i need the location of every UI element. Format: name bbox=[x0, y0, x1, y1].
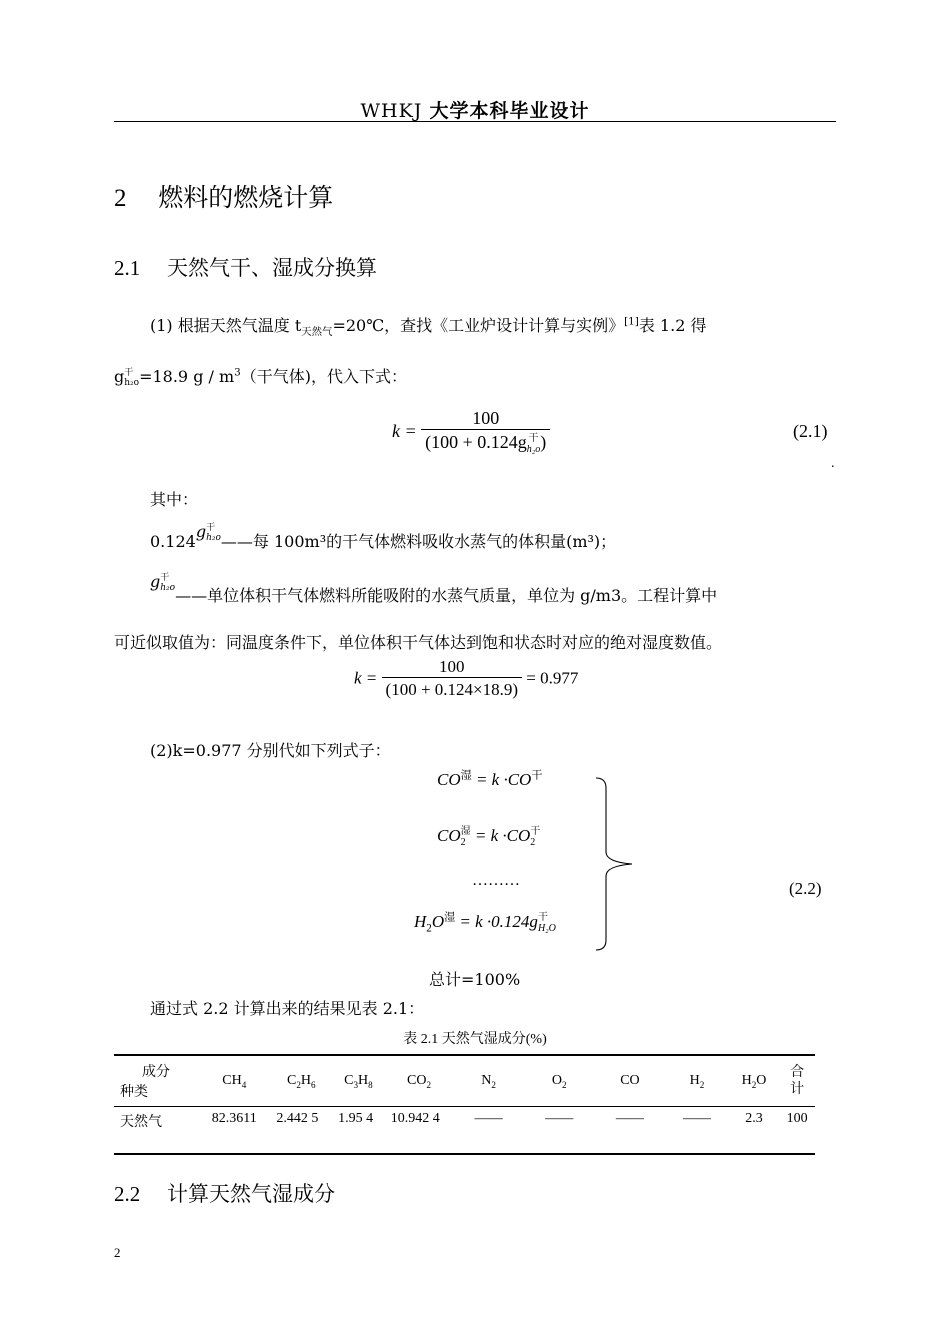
cell-co: —— bbox=[615, 1111, 644, 1126]
para1-temp-sub: 天然气 bbox=[301, 326, 333, 339]
h2-sub: 3 bbox=[353, 1079, 359, 1090]
eq22-l1-a-sup: 湿 bbox=[460, 769, 472, 782]
subsection-heading-1 bbox=[114, 252, 377, 282]
cell-h2o: 2.3 bbox=[745, 1111, 763, 1126]
eq21-den-main: (100 + 0.124g bbox=[425, 432, 527, 452]
eq21-fraction bbox=[421, 408, 550, 455]
eq22-line-4 bbox=[414, 912, 556, 934]
eq21-lhs: k = bbox=[392, 420, 417, 441]
col-header-h2o bbox=[729, 1055, 780, 1107]
corner-top-label: 成分 bbox=[142, 1065, 170, 1080]
eq22-l1-mid: = k ·CO bbox=[471, 770, 532, 789]
h8-sub: 2 bbox=[751, 1079, 757, 1090]
paragraph-1-line-2 bbox=[114, 364, 407, 388]
h8-base: H bbox=[741, 1073, 752, 1088]
eq21-den-sup: 干 bbox=[528, 432, 539, 444]
header-cjk: 大学本科毕业设计 bbox=[429, 100, 590, 122]
section-heading bbox=[114, 178, 333, 214]
col-header-total bbox=[779, 1055, 815, 1107]
eq21-denominator bbox=[421, 429, 550, 455]
h7-base: H bbox=[689, 1073, 700, 1088]
para1-value: =18.9 g / m bbox=[139, 367, 235, 386]
eq22-l2-a-sup: 湿 bbox=[460, 826, 471, 838]
h5-sub: 2 bbox=[562, 1079, 567, 1090]
header-rule bbox=[114, 121, 836, 122]
cell-n2: —— bbox=[474, 1111, 503, 1126]
col-header-h2 bbox=[665, 1055, 728, 1107]
eqk-lhs: k = bbox=[354, 668, 378, 688]
subsection-title: 天然气干、湿成分换算 bbox=[166, 256, 377, 280]
section-number: 2 bbox=[114, 185, 127, 212]
eq21-den-sub: h₂o bbox=[526, 443, 541, 455]
table-corner-cell bbox=[114, 1055, 198, 1107]
eq22-l2-mid: = k ·CO bbox=[470, 826, 531, 845]
def1-sub: h₂o bbox=[206, 532, 221, 543]
page-number: 2 bbox=[114, 1245, 121, 1260]
def2-sub: h₂o bbox=[160, 582, 176, 593]
eqk-numerator: 100 bbox=[439, 657, 465, 676]
col-header-co bbox=[595, 1055, 666, 1107]
paragraph-3: 通过式 2.2 计算出来的结果见表 2.1： bbox=[150, 999, 425, 1018]
eqk-rhs: = 0.977 bbox=[526, 668, 579, 688]
para1-after-ref: 表 1.2 得 bbox=[638, 316, 707, 335]
row-label: 天然气 bbox=[120, 1115, 162, 1130]
paragraph-1-line-1 bbox=[150, 313, 707, 339]
paragraph-2: (2)k=0.977 分别代如下列式子： bbox=[150, 741, 391, 760]
def1-g: g bbox=[195, 522, 207, 541]
table-row bbox=[114, 1107, 815, 1155]
def2-text: ——单位体积干气体燃料所能吸附的水蒸气质量，单位为 g/m3。工程计算中 bbox=[175, 586, 718, 605]
equation-tag-2-1: (2.1) bbox=[793, 421, 828, 441]
h2-base: C bbox=[344, 1073, 354, 1088]
cell-co2: 10.942 4 bbox=[390, 1111, 440, 1126]
equation-k-value bbox=[354, 657, 578, 700]
col-header-c2h6 bbox=[270, 1055, 332, 1107]
col-header-c3h8 bbox=[332, 1055, 385, 1107]
where-label: 其中： bbox=[150, 490, 199, 509]
h7-sub: 2 bbox=[699, 1079, 705, 1090]
h3-base: CO bbox=[407, 1073, 427, 1088]
eq22-l4-a: H bbox=[414, 912, 427, 931]
def2-sup: 干 bbox=[160, 572, 170, 583]
definition-1 bbox=[150, 522, 616, 552]
h9-base: 合计 bbox=[790, 1065, 805, 1097]
def1-coef: 0.124 bbox=[150, 532, 196, 551]
h4-sub: 2 bbox=[491, 1079, 496, 1090]
eq22-l4-mid: = k ·0.124g bbox=[455, 912, 538, 931]
eq22-l4-b-sub: H₂O bbox=[537, 923, 556, 935]
eq22-l1-a: CO bbox=[437, 770, 461, 789]
cell-c3h8: 1.95 4 bbox=[338, 1111, 374, 1126]
eqk-denominator: (100 + 0.124×18.9) bbox=[382, 677, 523, 700]
eq22-l2-b-sup: 干 bbox=[530, 826, 541, 838]
para1-prefix: (1) 根据天然气温度 t bbox=[150, 316, 302, 335]
cell-total: 100 bbox=[786, 1111, 808, 1126]
h0-sub: 4 bbox=[241, 1079, 247, 1090]
definition-2-line-2: 可近似取值为：同温度条件下，单位体积干气体达到饱和状态时对应的绝对湿度数值。 bbox=[114, 633, 723, 652]
eq22-l4-a-sub: 2 bbox=[426, 922, 432, 935]
h1-sub: 2 bbox=[296, 1079, 301, 1090]
h8-base2: O bbox=[756, 1073, 767, 1088]
eq21-numerator: 100 bbox=[472, 408, 500, 428]
col-header-n2 bbox=[453, 1055, 524, 1107]
para1-tail: （干气体)，代入下式： bbox=[240, 367, 408, 386]
eq22-line-1 bbox=[437, 770, 542, 790]
para1-unit-sup: 3 bbox=[234, 366, 241, 379]
total-line: 总计=100% bbox=[429, 970, 521, 989]
right-brace-icon bbox=[592, 776, 636, 952]
definition-2 bbox=[150, 572, 717, 606]
equation-trailing-dot: . bbox=[831, 456, 835, 471]
eq22-line-2 bbox=[437, 826, 540, 848]
eq22-l4-b-sup: 干 bbox=[537, 912, 548, 924]
eqk-fraction bbox=[382, 657, 523, 700]
h1-base2: H bbox=[300, 1073, 311, 1088]
subsection-number: 2.1 bbox=[114, 256, 141, 280]
eq22-l4-a-sup: 湿 bbox=[444, 911, 456, 924]
subsection2-number: 2.2 bbox=[114, 1182, 141, 1206]
para1-g: g bbox=[114, 367, 125, 386]
equation-2-1 bbox=[392, 408, 550, 455]
para1-temp-value: =20℃，查找《工业炉设计计算与实例》 bbox=[332, 316, 625, 335]
subsection2-title: 计算天然气湿成分 bbox=[166, 1182, 335, 1206]
eq21-den-close: ) bbox=[540, 432, 547, 452]
col-header-co2 bbox=[385, 1055, 453, 1107]
citation-ref: [1] bbox=[624, 315, 639, 328]
header-latin: WHKJ bbox=[360, 100, 423, 122]
h3-sub: 2 bbox=[426, 1079, 432, 1090]
cell-ch4: 82.3611 bbox=[211, 1111, 257, 1126]
para1-g-sup: 干 bbox=[124, 367, 134, 378]
col-header-o2 bbox=[524, 1055, 595, 1107]
table-caption: 表 2.1 天然气湿成分(%) bbox=[403, 1032, 547, 1047]
cell-c2h6: 2.442 5 bbox=[276, 1111, 319, 1126]
h6-base: CO bbox=[620, 1073, 640, 1088]
h1-sub2: 6 bbox=[310, 1079, 316, 1090]
section-title: 燃料的燃烧计算 bbox=[158, 183, 334, 212]
h1-base: C bbox=[286, 1073, 297, 1088]
subsection-heading-2 bbox=[114, 1178, 335, 1208]
cell-o2: —— bbox=[545, 1111, 574, 1126]
h2-base2: H bbox=[358, 1073, 369, 1088]
h2-sub2: 8 bbox=[368, 1079, 373, 1090]
eq22-l2-b-sub: 2 bbox=[530, 837, 536, 849]
equation-tag-2-2: (2.2) bbox=[789, 879, 822, 898]
def1-text: ——每 100m³的干气体燃料吸收水蒸气的体积量(m³)； bbox=[220, 532, 617, 551]
h0-base: CH bbox=[222, 1073, 242, 1088]
h4-base: N bbox=[481, 1073, 492, 1088]
def2-g: g bbox=[150, 572, 161, 591]
eq22-l2-a: CO bbox=[437, 826, 461, 845]
para1-g-sub: h₂o bbox=[124, 377, 140, 388]
eq22-ellipsis: ……… bbox=[472, 872, 520, 889]
eq22-l2-a-sub: 2 bbox=[460, 837, 466, 849]
eq22-l4-a2: O bbox=[431, 912, 445, 931]
table-header-row bbox=[114, 1055, 815, 1107]
eq22-l1-b-sup: 干 bbox=[531, 769, 543, 782]
corner-bottom-label: 种类 bbox=[120, 1085, 148, 1100]
composition-table bbox=[114, 1054, 815, 1155]
h5-base: O bbox=[551, 1073, 563, 1088]
col-header-ch4 bbox=[198, 1055, 270, 1107]
def1-sup: 干 bbox=[206, 522, 216, 533]
page-header bbox=[0, 96, 950, 123]
cell-h2: —— bbox=[682, 1111, 711, 1126]
